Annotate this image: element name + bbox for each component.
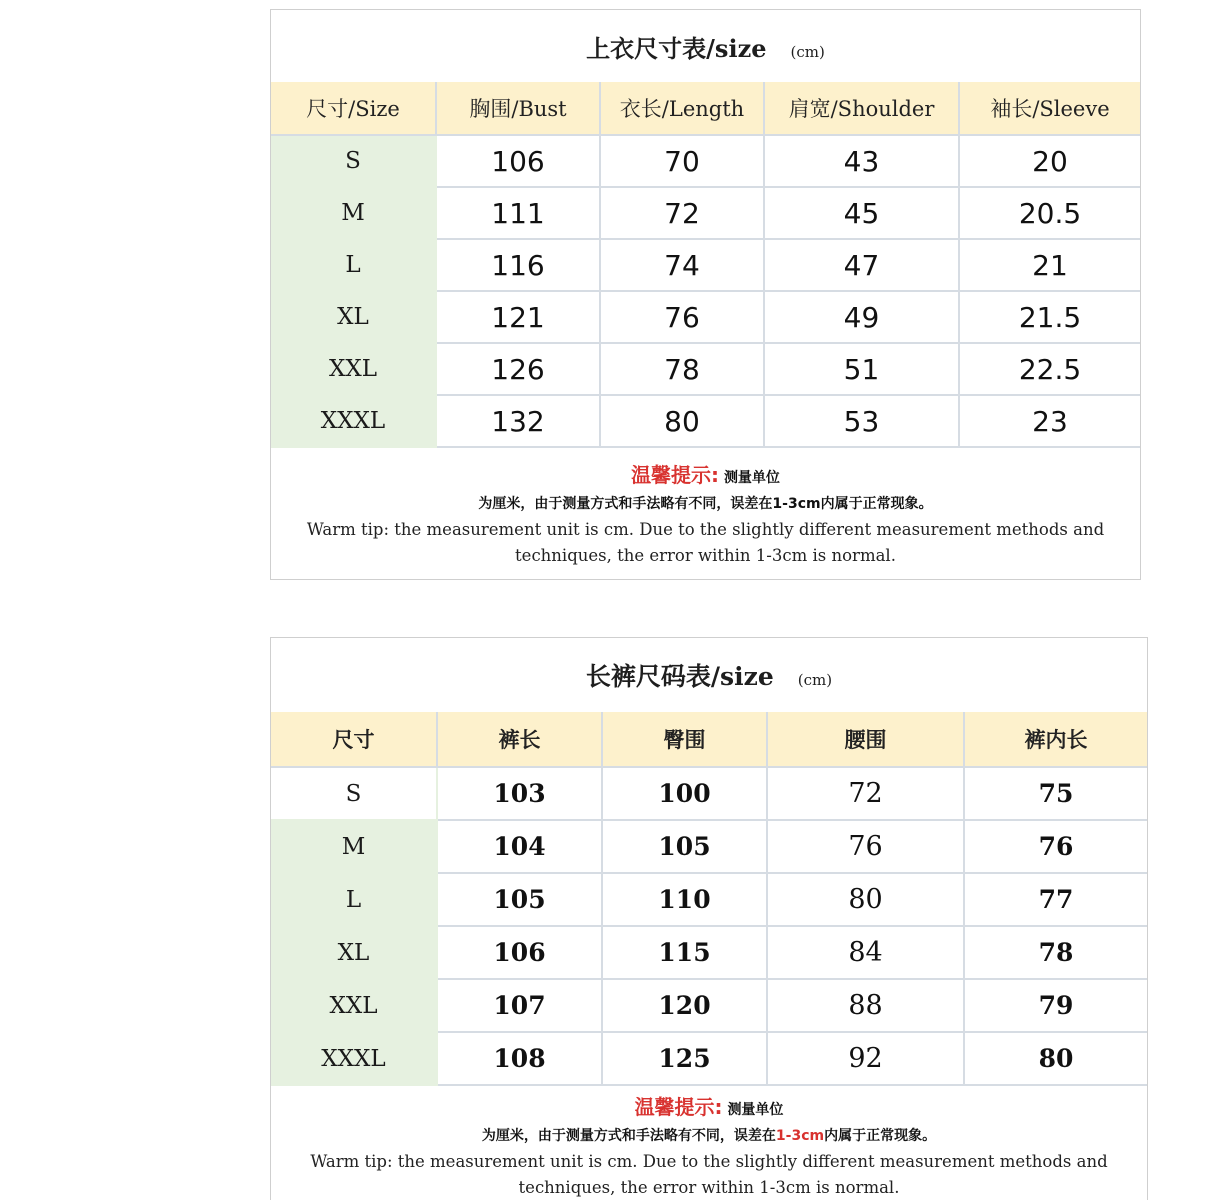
tip-label: 温馨提示:: [634, 1095, 723, 1119]
sleeve-value: 21: [959, 239, 1140, 291]
pants-chart-title: [271, 638, 1147, 712]
pants-measurement-tip: [271, 1094, 1147, 1201]
table-row: [271, 291, 1140, 343]
length-value: 74: [600, 239, 764, 291]
waist-value: 80: [767, 873, 964, 926]
bust-value: 111: [436, 187, 600, 239]
top-header-shoulder: 肩宽/Shoulder: [764, 82, 959, 135]
tip-chinese-after: 内属于正常现象。: [824, 1128, 937, 1144]
table-row: [271, 343, 1140, 395]
size-label: M: [271, 820, 437, 873]
table-row: [271, 873, 1147, 926]
tip-heading-text: 测量单位: [727, 1102, 784, 1118]
tip-chinese-before: 为厘米，由于测量方式和手法略有不同，误差在: [481, 1128, 776, 1144]
shoulder-value: 43: [764, 135, 959, 187]
tip-heading: [271, 1094, 1147, 1123]
pants-table-header-row: [271, 712, 1147, 767]
top-chart-title: [271, 10, 1140, 82]
length-value: 70: [600, 135, 764, 187]
size-label: S: [271, 767, 437, 820]
hip-value: 120: [602, 979, 767, 1032]
table-row: [271, 135, 1140, 187]
size-label: XXXL: [271, 1032, 437, 1085]
shoulder-value: 45: [764, 187, 959, 239]
waist-value: 92: [767, 1032, 964, 1085]
inseam-value: 79: [964, 979, 1147, 1032]
sleeve-value: 20: [959, 135, 1140, 187]
tip-label: 温馨提示:: [631, 463, 720, 487]
table-row: [271, 979, 1147, 1032]
length-value: 72: [600, 187, 764, 239]
tip-heading: [271, 462, 1140, 491]
bust-value: 116: [436, 239, 600, 291]
top-measurement-tip: [271, 462, 1140, 569]
table-row: [271, 187, 1140, 239]
bust-value: 126: [436, 343, 600, 395]
tip-chinese-text: 为厘米，由于测量方式和手法略有不同，误差在1-3cm内属于正常现象。: [478, 496, 933, 512]
pants-length-value: 105: [437, 873, 602, 926]
bust-value: 132: [436, 395, 600, 447]
pants-length-value: 106: [437, 926, 602, 979]
pants-chart-title-text: 长裤尺码表/size: [585, 662, 774, 691]
pants-size-chart: [270, 637, 1148, 1200]
pants-length-value: 108: [437, 1032, 602, 1085]
pants-length-value: 103: [437, 767, 602, 820]
size-label: L: [271, 873, 437, 926]
shoulder-value: 51: [764, 343, 959, 395]
table-row: [271, 767, 1147, 820]
inseam-value: 76: [964, 820, 1147, 873]
length-value: 78: [600, 343, 764, 395]
size-label: M: [271, 187, 436, 239]
top-chart-title-text: 上衣尺寸表/size: [586, 34, 767, 63]
top-header-size: 尺寸/Size: [271, 82, 436, 135]
table-row: [271, 1032, 1147, 1085]
hip-value: 110: [602, 873, 767, 926]
shoulder-value: 53: [764, 395, 959, 447]
hip-value: 105: [602, 820, 767, 873]
sleeve-value: 21.5: [959, 291, 1140, 343]
table-row: [271, 395, 1140, 447]
shoulder-value: 47: [764, 239, 959, 291]
bust-value: 121: [436, 291, 600, 343]
shoulder-value: 49: [764, 291, 959, 343]
pants-length-value: 104: [437, 820, 602, 873]
table-row: [271, 239, 1140, 291]
top-chart-table: [271, 82, 1140, 448]
waist-value: 88: [767, 979, 964, 1032]
size-label: XXXL: [271, 395, 436, 447]
tip-chinese-highlight: 1-3cm: [775, 1128, 825, 1144]
table-row: [271, 926, 1147, 979]
inseam-value: 77: [964, 873, 1147, 926]
length-value: 80: [600, 395, 764, 447]
size-label: L: [271, 239, 436, 291]
hip-value: 100: [602, 767, 767, 820]
pants-header-inseam: 裤内长: [964, 712, 1147, 767]
size-label: XL: [271, 291, 436, 343]
sleeve-value: 23: [959, 395, 1140, 447]
tip-english-text: Warm tip: the measurement unit is cm. Due to the slightly different measurement methods and techniques, the error within 1-3cm is normal.: [306, 520, 1105, 565]
top-table-header-row: [271, 82, 1140, 135]
pants-chart-unit: (cm): [797, 671, 833, 689]
size-label: XXL: [271, 343, 436, 395]
size-label: XL: [271, 926, 437, 979]
top-header-length: 衣长/Length: [600, 82, 764, 135]
pants-header-hip: 臀围: [602, 712, 767, 767]
top-header-bust: 胸围/Bust: [436, 82, 600, 135]
pants-header-length: 裤长: [437, 712, 602, 767]
size-label: S: [271, 135, 436, 187]
tip-chinese-text: [271, 1123, 1147, 1149]
hip-value: 125: [602, 1032, 767, 1085]
sleeve-value: 22.5: [959, 343, 1140, 395]
tip-heading-text: 测量单位: [723, 470, 780, 486]
size-label: XXL: [271, 979, 437, 1032]
length-value: 76: [600, 291, 764, 343]
top-header-sleeve: 袖长/Sleeve: [959, 82, 1140, 135]
pants-length-value: 107: [437, 979, 602, 1032]
inseam-value: 80: [964, 1032, 1147, 1085]
top-chart-unit: (cm): [790, 43, 825, 61]
hip-value: 115: [602, 926, 767, 979]
waist-value: 76: [767, 820, 964, 873]
pants-header-size: 尺寸: [271, 712, 437, 767]
inseam-value: 75: [964, 767, 1147, 820]
waist-value: 84: [767, 926, 964, 979]
bust-value: 106: [436, 135, 600, 187]
waist-value: 72: [767, 767, 964, 820]
table-row: [271, 820, 1147, 873]
top-size-chart: [270, 9, 1141, 580]
sleeve-value: 20.5: [959, 187, 1140, 239]
pants-chart-table: [271, 712, 1147, 1086]
inseam-value: 78: [964, 926, 1147, 979]
tip-english-text: Warm tip: the measurement unit is cm. Due to the slightly different measurement methods and techniques, the error within 1-3cm is normal.: [310, 1152, 1108, 1197]
pants-header-waist: 腰围: [767, 712, 964, 767]
